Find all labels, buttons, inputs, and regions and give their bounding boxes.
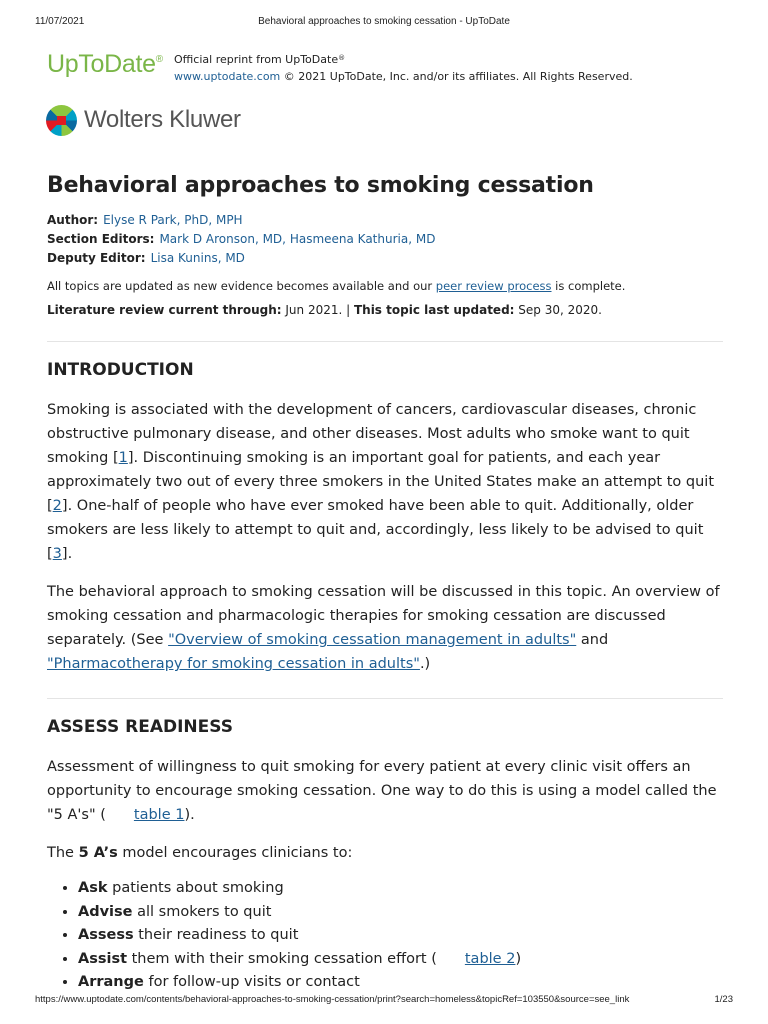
list-item-text: all smokers to quit — [132, 903, 272, 920]
assess-paragraph-2 — [47, 841, 723, 865]
print-footer — [35, 994, 733, 1008]
last-updated-label: This topic last updated: — [353, 303, 515, 317]
article — [47, 165, 723, 995]
list-item-bold: Arrange — [78, 974, 144, 990]
author-link[interactable]: Elyse R Park, PhD, MPH — [103, 213, 243, 227]
list-item-text: them with their smoking cessation effort ( — [127, 950, 437, 967]
intro-text-b: ]. Discontinuing smoking is an important goal for patients, and each year approximately two out of every three smokers in the United States make an attempt to quit [ — [47, 450, 714, 514]
intro-text-c: ]. One-half of people who have ever smoked have been able to quit. Additionally, older smokers are less likely to attempt to quit and, accordingly, less likely to be advised to quit [ — [47, 498, 704, 562]
reference-link-1[interactable]: 1 — [118, 450, 128, 466]
list-item-bold: Assess — [78, 927, 134, 943]
site-link[interactable]: www.uptodate.com — [174, 70, 281, 83]
reprint-notice — [174, 51, 633, 85]
brand-header — [47, 48, 727, 88]
list-item-text: for follow-up visits or contact — [143, 974, 360, 990]
publisher-name: Wolters Kluwer — [84, 106, 241, 133]
globe-logo-icon — [46, 105, 77, 136]
uptodate-logo[interactable] — [47, 50, 163, 79]
pharmacotherapy-topic-link[interactable]: "Pharmacotherapy for smoking cessation in adults" — [47, 656, 420, 672]
article-title: Behavioral approaches to smoking cessation — [47, 173, 594, 198]
author-label: Author: — [47, 213, 99, 227]
print-date: 11/07/2021 — [35, 16, 85, 27]
list-item — [78, 948, 723, 972]
section-editor-link-2[interactable]: Hasmeena Kathuria, MD — [289, 232, 436, 246]
assess2-text-b: model encourages clinicians to: — [117, 845, 353, 861]
update-note-text: All topics are updated as new evidence becomes available and our — [47, 279, 436, 293]
table-2-link[interactable]: table 2 — [464, 950, 516, 967]
deputy-editor-link[interactable]: Lisa Kunins, MD — [150, 251, 245, 265]
section-divider — [47, 698, 723, 699]
last-updated-value: Sep 30, 2020. — [514, 303, 602, 317]
reprint-line: Official reprint from UpToDate — [174, 53, 339, 66]
section-editor-link-1[interactable]: Mark D Aronson, MD — [159, 232, 283, 246]
intro-text-d: ]. — [61, 546, 73, 562]
lit-review-value: Jun 2021. | — [281, 303, 354, 317]
list-item — [78, 971, 723, 995]
print-url: https://www.uptodate.com/contents/behavioral-approaches-to-smoking-cessation/print?search=homeless&topicRef=103550&source=see_link — [35, 994, 630, 1005]
intro-text-a: Smoking is associated with the development of cancers, cardiovascular diseases, chronic obstructive pulmonary disease, and other diseases. Most adults who smoke want to quit smoking [ — [47, 402, 697, 466]
section-divider — [47, 341, 723, 342]
uptodate-logo-text: UpToDate — [47, 50, 156, 78]
assess-text-b: ). — [184, 807, 195, 823]
intro-paragraph-1 — [47, 398, 723, 566]
reference-link-2[interactable]: 2 — [52, 498, 62, 514]
list-item-bold: Assist — [78, 950, 128, 967]
lit-review-label: Literature review current through: — [47, 303, 282, 317]
review-dates — [47, 301, 723, 319]
list-item-after: ) — [515, 950, 522, 967]
list-item — [78, 901, 723, 925]
list-item — [78, 924, 723, 948]
uptodate-logo-mark: ® — [155, 54, 163, 65]
intro2-text-c: .) — [419, 656, 431, 672]
update-note-end: is complete. — [551, 279, 626, 293]
publisher-logo — [46, 105, 266, 137]
list-item-bold: Ask — [78, 880, 108, 896]
table-icon — [110, 810, 128, 820]
list-item — [78, 877, 723, 901]
copyright-text: © 2021 UpToDate, Inc. and/or its affiliates. All Rights Reserved. — [280, 70, 633, 83]
assess2-text-a: The — [47, 845, 79, 861]
table-1-link[interactable]: table 1 — [133, 807, 185, 823]
overview-topic-link[interactable]: "Overview of smoking cessation management in adults" — [168, 632, 577, 648]
print-title: Behavioral approaches to smoking cessation - UpToDate — [258, 16, 510, 27]
deputy-editor-label: Deputy Editor: — [47, 251, 146, 265]
assess-paragraph-1 — [47, 755, 723, 827]
five-as-list — [47, 877, 723, 995]
intro2-text-a: The behavioral approach to smoking cessation will be discussed in this topic. An overview of smoking cessation and pharmacologic therapies for smoking cessation are discussed separately. (See — [47, 584, 720, 648]
update-note — [47, 277, 723, 295]
list-item-text: their readiness to quit — [133, 927, 299, 943]
reprint-mark: ® — [338, 54, 346, 62]
section-heading-assess-readiness: ASSESS READINESS — [47, 717, 233, 737]
peer-review-link[interactable]: peer review process — [435, 279, 552, 293]
assess-text-a: Assessment of willingness to quit smoking for every patient at every clinic visit offers an opportunity to encourage smoking cessation. One way to do this is using a model called the "5 A's" ( — [47, 759, 717, 823]
list-item-bold: Advise — [78, 903, 133, 920]
editor-separator: , — [282, 232, 290, 246]
article-credits — [47, 211, 723, 268]
table-icon — [441, 954, 459, 964]
intro2-text-b: and — [576, 632, 609, 648]
section-editors-label: Section Editors: — [47, 232, 155, 246]
section-heading-introduction: INTRODUCTION — [47, 360, 194, 380]
intro-paragraph-2 — [47, 580, 723, 676]
list-item-text: patients about smoking — [107, 880, 284, 896]
five-as-label: 5 A’s — [78, 845, 118, 861]
print-header — [35, 16, 733, 30]
reference-link-3[interactable]: 3 — [52, 546, 62, 562]
page-number: 1/23 — [714, 994, 733, 1005]
